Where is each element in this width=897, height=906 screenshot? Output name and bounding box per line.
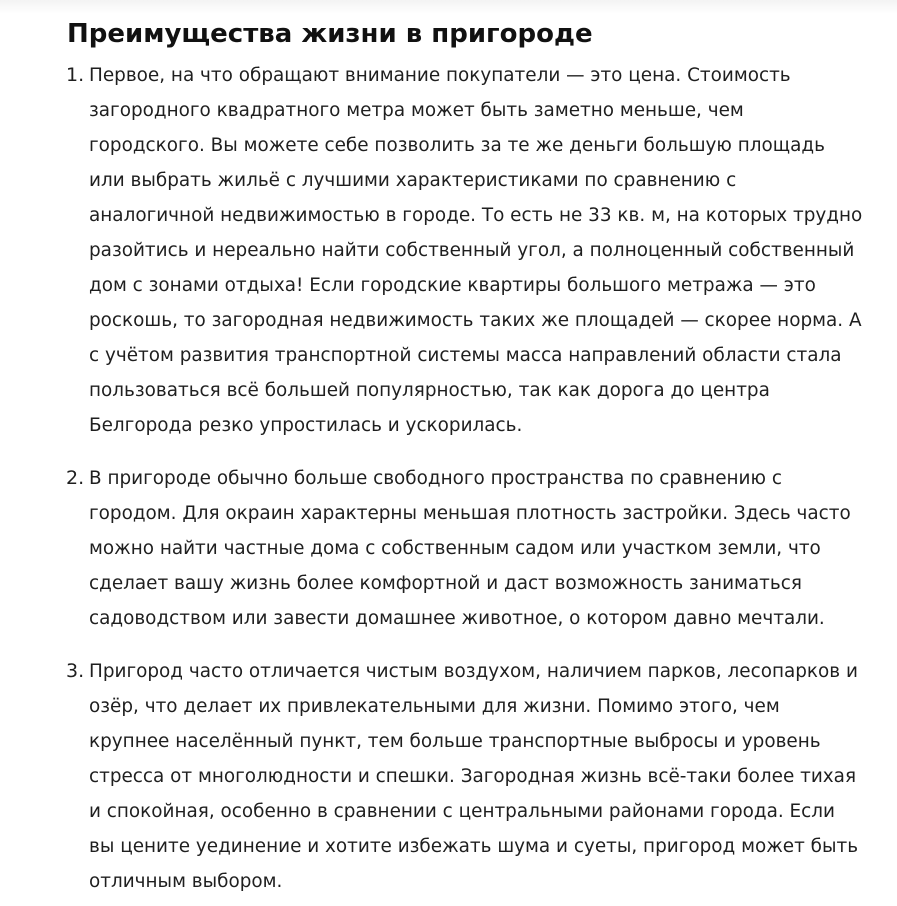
list-item-number: 3. bbox=[66, 660, 85, 682]
benefits-list bbox=[0, 58, 897, 899]
list-item-text: Первое, на что обращают внимание покупатели — это цена. Стоимость загородного квадратного метра может быть заметно меньше, чем городского. Вы можете себе позволить за те же деньги большую площадь или выбрать жильё с лучшими характеристиками по сравнению с аналогичной недвижимостью в городе. То есть не 33 кв. м, на которых трудно разойтись и нереально найти собственный угол, а полноценный собственный дом с зонами отдыха! Если городские квартиры большого метража — это роскошь, то загородная недвижимость таких же площадей — скорее норма. А с учётом развития транспортной системы масса направлений области стала пользоваться всё большей популярностью, так как дорога до центра Белгорода резко упростилась и ускорилась. bbox=[89, 65, 863, 436]
list-item bbox=[0, 58, 897, 443]
list-item-number: 1. bbox=[66, 64, 85, 86]
list-item bbox=[0, 654, 897, 899]
list-item-text: Пригород часто отличается чистым воздухом, наличием парков, лесопарков и озёр, что делает их привлекательными для жизни. Помимо этого, чем крупнее населённый пункт, тем больше транспортные выбросы и уровень стресса от многолюдности и спешки. Загородная жизнь всё-таки более тихая и спокойная, особенно в сравнении с центральными районами города. Если вы цените уединение и хотите избежать шума и суеты, пригород может быть отличным выбором. bbox=[89, 661, 859, 892]
list-item-text: В пригороде обычно больше свободного пространства по сравнению с городом. Для окраин характерны меньшая плотность застройки. Здесь часто можно найти частные дома с собственным садом или участком земли, что сделает вашу жизнь более комфортной и даст возможность заниматься садоводством или завести домашнее животное, о котором давно мечтали. bbox=[89, 468, 851, 629]
list-item-number: 2. bbox=[66, 467, 85, 489]
list-item bbox=[0, 461, 897, 636]
article-title: Преимущества жизни в пригороде bbox=[67, 19, 593, 49]
